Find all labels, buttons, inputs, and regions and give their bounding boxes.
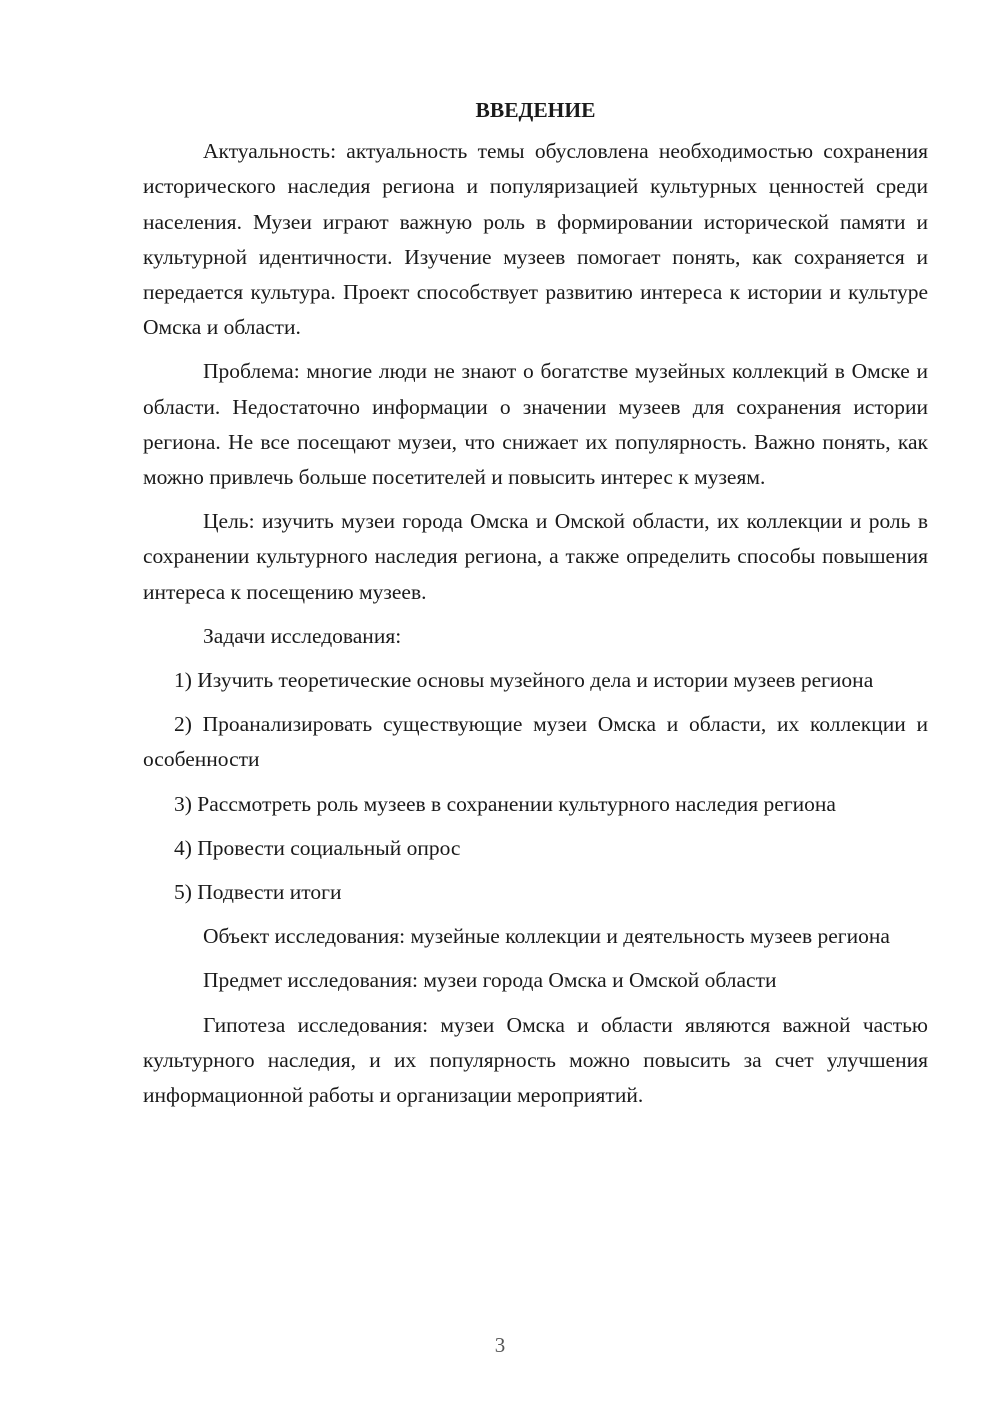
task-item: 2) Проанализировать существующие музеи Омска и области, их коллекции и особенности: [143, 712, 928, 772]
tasks-heading: Задачи исследования:: [203, 623, 402, 648]
problem-paragraph: Проблема: многие люди не знают о богатстве музейных коллекций в Омске и области. Недостаточно информации о значении музеев для сохранения истории региона. Не все посещают музеи, что снижает их популярность. Важно понять, как можно привлечь больше посетителей и повысить интерес к музеям.: [143, 359, 928, 490]
document-page: [143, 93, 928, 1122]
object-paragraph: Объект исследования: музейные коллекции и деятельность музеев региона: [203, 924, 890, 949]
task-item: 3) Рассмотреть роль музеев в сохранении культурного наследия региона: [174, 791, 836, 816]
page-number: 3: [494, 1333, 506, 1357]
hypothesis-paragraph: Гипотеза исследования: музеи Омска и области являются важной частью культурного наследия, и их популярность можно повысить за счет улучшения информационной работы и организации мероприятий.: [143, 1012, 928, 1108]
task-item: 1) Изучить теоретические основы музейного дела и истории музеев региона: [174, 668, 874, 693]
subject-paragraph: Предмет исследования: музеи города Омска и Омской области: [203, 968, 777, 993]
relevance-paragraph: Актуальность: актуальность темы обусловлена необходимостью сохранения исторического наследия региона и популяризацией культурных ценностей среди населения. Музеи играют важную роль в формировании исторической памяти и культурной идентичности. Изучение музеев помогает понять, как сохраняется и передается культура. Проект способствует развитию интереса к истории и культуре Омска и области.: [143, 139, 928, 340]
section-title: ВВЕДЕНИЕ: [475, 98, 596, 122]
task-item: 5) Подвести итоги: [174, 880, 342, 905]
goal-paragraph: Цель: изучить музеи города Омска и Омской области, их коллекции и роль в сохранении культурного наследия региона, а также определить способы повышения интереса к посещению музеев.: [143, 509, 928, 604]
task-item: 4) Провести социальный опрос: [174, 835, 461, 860]
